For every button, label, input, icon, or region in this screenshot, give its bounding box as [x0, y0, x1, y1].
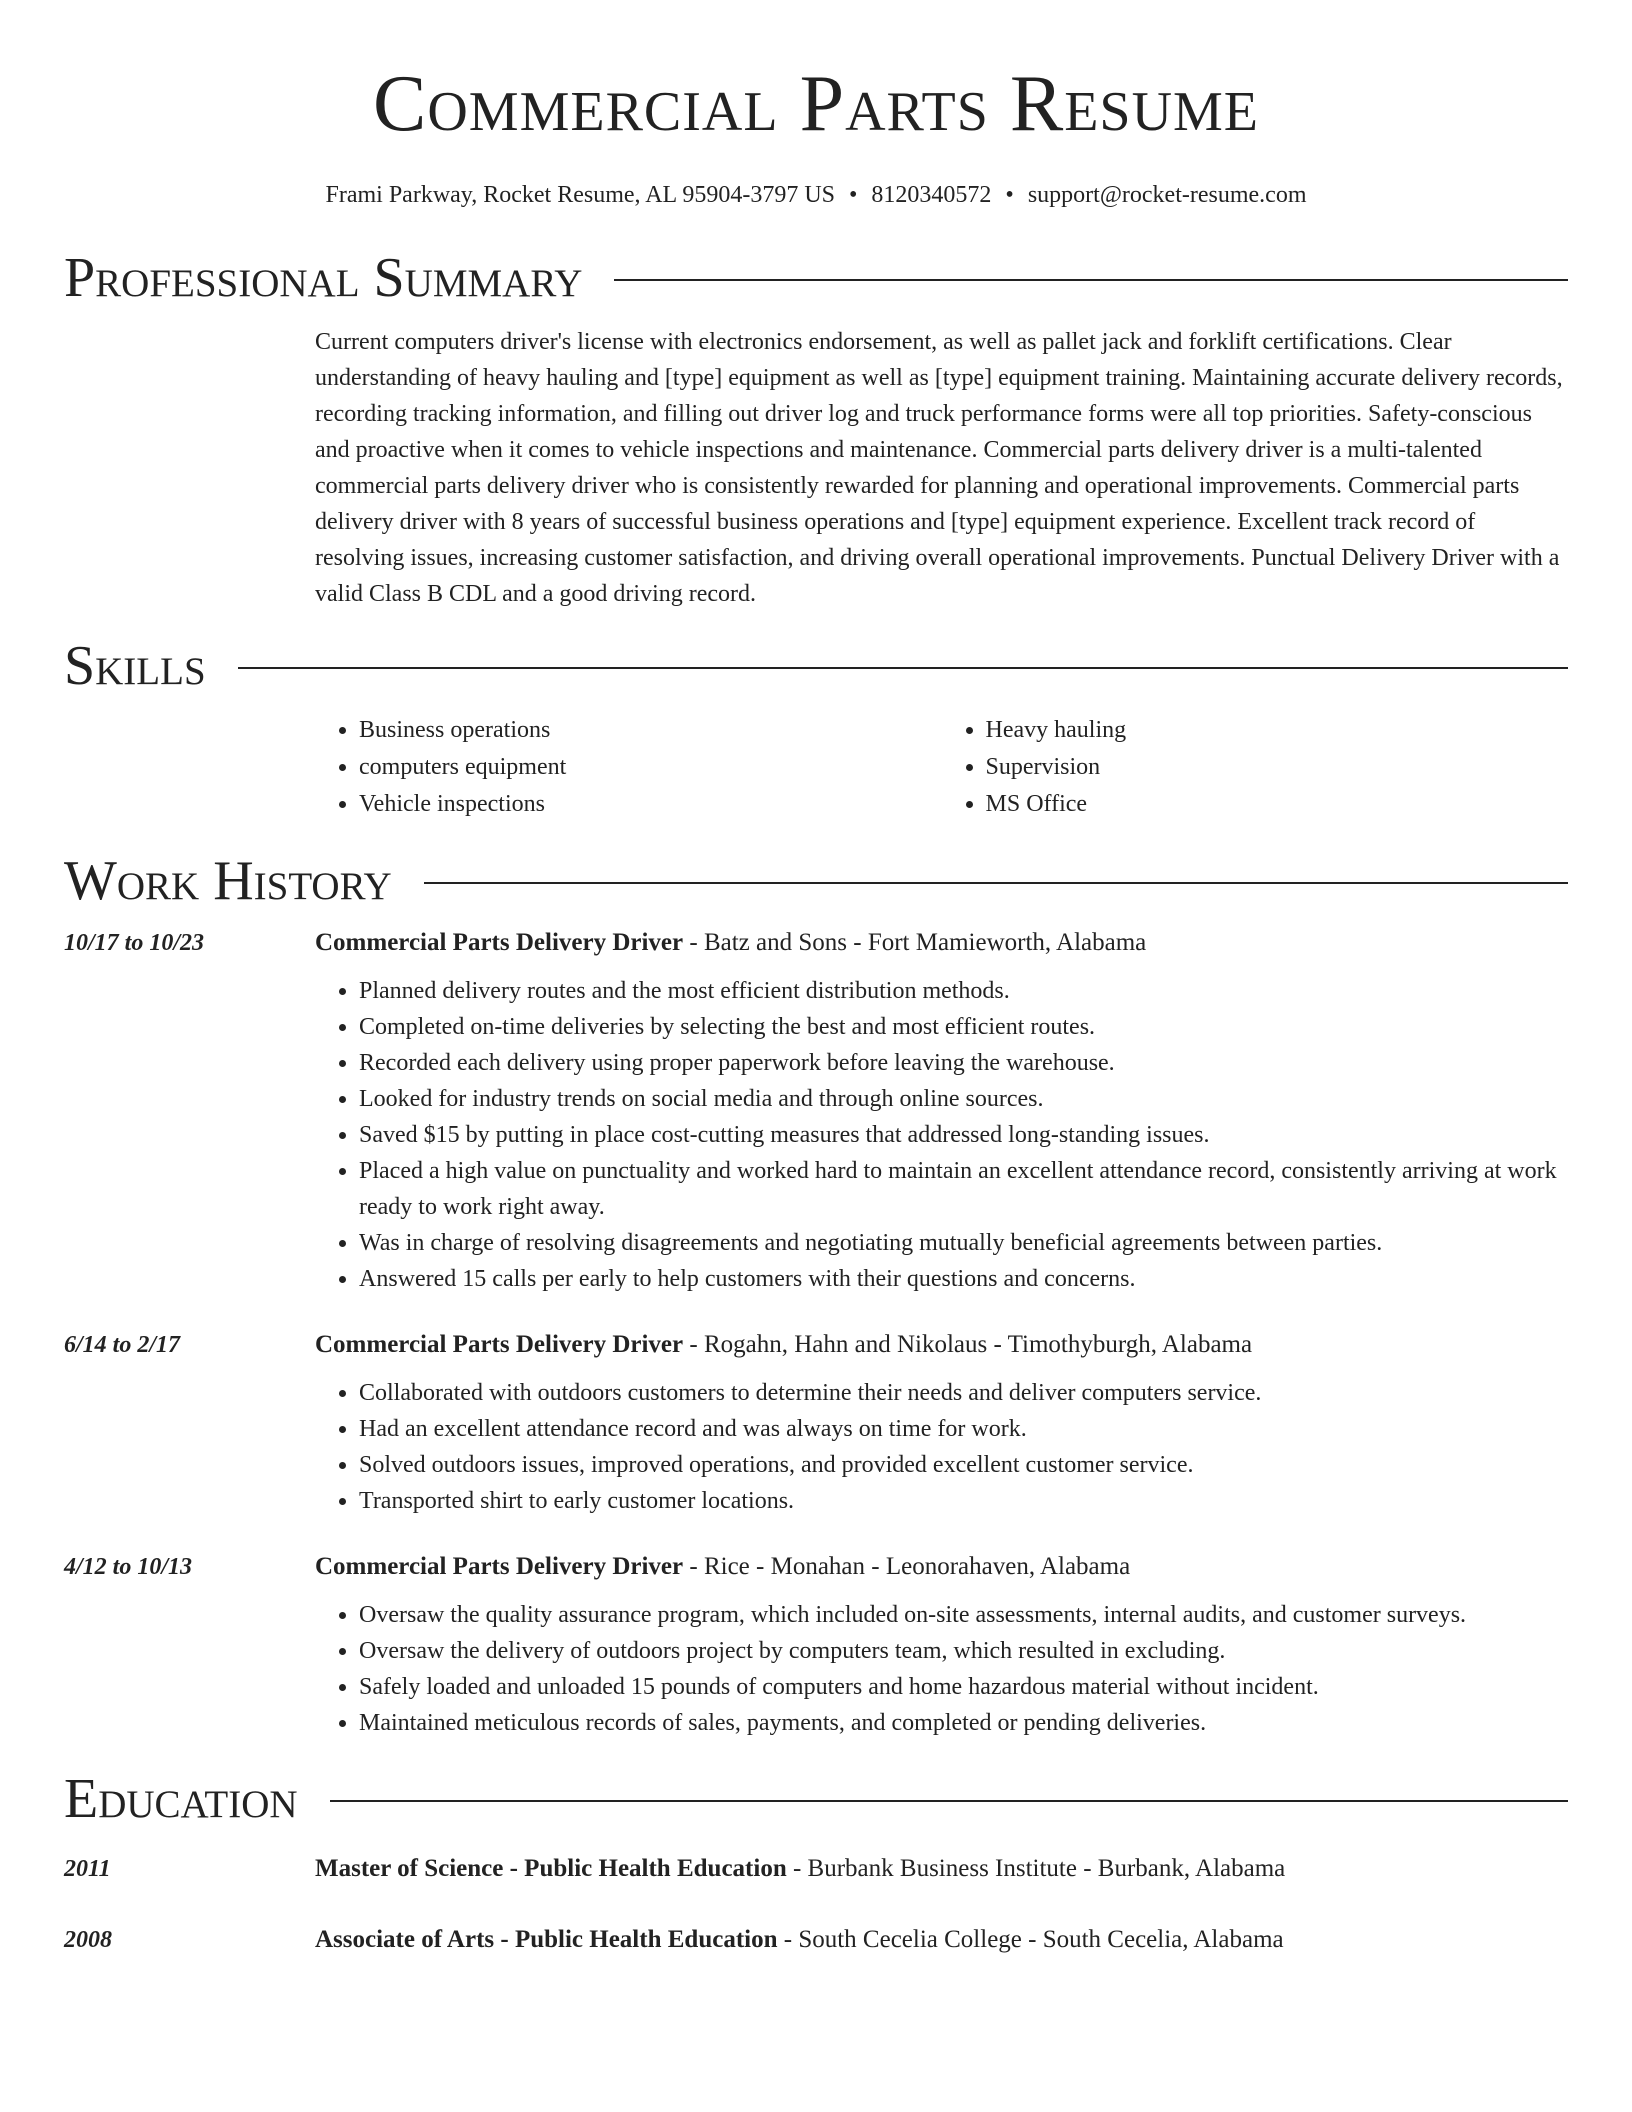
- skill-item: • Business operations: [359, 712, 942, 749]
- job-duties-list: [315, 1375, 1568, 1519]
- education-section-header: [64, 1767, 1568, 1831]
- duty-item: • Safely loaded and unloaded 15 pounds of computers and home hazardous material without incident.: [359, 1669, 1568, 1705]
- job-title: Commercial Parts Delivery Driver: [315, 929, 684, 956]
- education-detail: [315, 1924, 1284, 1956]
- job-duties: [315, 973, 1568, 1297]
- education-degree: Master of Science - Public Health Education: [315, 1855, 787, 1882]
- section-divider: [330, 1800, 1568, 1802]
- contact-phone: 8120340572: [871, 182, 992, 208]
- skills-section-header: [64, 634, 1568, 698]
- job-header: [64, 1551, 1568, 1583]
- job-header: [64, 1329, 1568, 1361]
- education-year: 2011: [64, 1856, 111, 1882]
- duty-item: • Solved outdoors issues, improved operations, and provided excellent customer service.: [359, 1447, 1568, 1483]
- duty-item: • Answered 15 calls per early to help customers with their questions and concerns.: [359, 1261, 1568, 1297]
- education-section-title: Education: [64, 1768, 298, 1830]
- job-duties: [315, 1597, 1568, 1741]
- section-divider: [614, 279, 1568, 281]
- duty-item: • Was in charge of resolving disagreements and negotiating mutually beneficial agreements between parties.: [359, 1225, 1568, 1261]
- job-company: - Rogahn, Hahn and Nikolaus - Timothyburgh, Alabama: [683, 1331, 1253, 1358]
- duty-item: • Oversaw the delivery of outdoors project by computers team, which resulted in excluding.: [359, 1633, 1568, 1669]
- education-school: - South Cecelia College - South Cecelia, Alabama: [777, 1926, 1284, 1953]
- skill-item: • computers equipment: [359, 749, 942, 786]
- skill-item: • Heavy hauling: [986, 712, 1569, 749]
- resume-page: [64, 0, 1568, 1956]
- contact-separator: •: [1005, 182, 1014, 208]
- duty-item: • Looked for industry trends on social media and through online sources.: [359, 1081, 1568, 1117]
- education-detail: [315, 1853, 1285, 1885]
- summary-section-header: [64, 246, 1568, 310]
- job-company: - Batz and Sons - Fort Mamieworth, Alabama: [683, 929, 1147, 956]
- skill-item: • Vehicle inspections: [359, 786, 942, 823]
- contact-separator: •: [849, 182, 858, 208]
- contact-line: [64, 180, 1568, 210]
- job-header: [64, 927, 1568, 959]
- job-title: Commercial Parts Delivery Driver: [315, 1553, 684, 1580]
- job-role: [315, 927, 1146, 959]
- skill-item: • MS Office: [986, 786, 1569, 823]
- job-duties-list: [315, 1597, 1568, 1741]
- work-section-title: Work History: [64, 850, 392, 912]
- contact-address: Frami Parkway, Rocket Resume, AL 95904-3797 US: [325, 182, 835, 208]
- duty-item: • Completed on-time deliveries by selecting the best and most efficient routes.: [359, 1009, 1568, 1045]
- job-company: - Rice - Monahan - Leonorahaven, Alabama: [683, 1553, 1131, 1580]
- job-dates: 10/17 to 10/23: [64, 930, 205, 956]
- skills-column-left: [315, 712, 942, 823]
- duty-item: • Saved $15 by putting in place cost-cutting measures that addressed long-standing issues.: [359, 1117, 1568, 1153]
- education-year: 2008: [64, 1927, 112, 1953]
- duty-item: • Transported shirt to early customer locations.: [359, 1483, 1568, 1519]
- job-role: [315, 1329, 1252, 1361]
- skills-column-right: [942, 712, 1569, 823]
- summary-body: [315, 324, 1568, 612]
- duty-item: • Collaborated with outdoors customers to determine their needs and deliver computers service.: [359, 1375, 1568, 1411]
- education-school: - Burbank Business Institute - Burbank, Alabama: [786, 1855, 1286, 1882]
- resume-name: Commercial Parts Resume: [372, 60, 1260, 148]
- job-title: Commercial Parts Delivery Driver: [315, 1331, 684, 1358]
- summary-text: Current computers driver's license with electronics endorsement, as well as pallet jack and forklift certifications. Clear understanding of heavy hauling and [type] equipment as well as [type] equipment training. Maintaining accurate delivery records, recording tracking information, and filling out driver log and truck performance forms were all top priorities. Safety-conscious and proactive when it comes to vehicle inspections and maintenance. Commercial parts delivery driver is a multi-talented commercial parts delivery driver who is consistently rewarded for planning and operational improvements. Commercial parts delivery driver with 8 years of successful business operations and [type] equipment experience. Excellent track record of resolving issues, increasing customer satisfaction, and driving overall operational improvements. Punctual Delivery Driver with a valid Class B CDL and a good driving record.: [315, 329, 1563, 607]
- duty-item: • Placed a high value on punctuality and worked hard to maintain an excellent attendance record, consistently arriving at work ready to work right away.: [359, 1153, 1568, 1225]
- summary-section-title: Professional Summary: [64, 247, 583, 309]
- skill-item: • Supervision: [986, 749, 1569, 786]
- skills-section-title: Skills: [64, 635, 206, 697]
- education-entry: [64, 1853, 1568, 1885]
- job-role: [315, 1551, 1130, 1583]
- duty-item: • Recorded each delivery using proper paperwork before leaving the warehouse.: [359, 1045, 1568, 1081]
- duty-item: • Had an excellent attendance record and was always on time for work.: [359, 1411, 1568, 1447]
- education-degree: Associate of Arts - Public Health Education: [315, 1926, 778, 1953]
- duty-item: • Planned delivery routes and the most efficient distribution methods.: [359, 973, 1568, 1009]
- job-duties: [315, 1375, 1568, 1519]
- education-entry: [64, 1924, 1568, 1956]
- duty-item: • Maintained meticulous records of sales, payments, and completed or pending deliveries.: [359, 1705, 1568, 1741]
- section-divider: [424, 882, 1568, 884]
- contact-email: support@rocket-resume.com: [1027, 182, 1307, 208]
- job-entry: [64, 927, 1568, 1297]
- job-entry: [64, 1551, 1568, 1741]
- section-divider: [238, 667, 1568, 669]
- duty-item: • Oversaw the quality assurance program, which included on-site assessments, internal audits, and customer surveys.: [359, 1597, 1568, 1633]
- job-dates: 4/12 to 10/13: [64, 1554, 193, 1580]
- skills-list: [315, 712, 1568, 823]
- job-entry: [64, 1329, 1568, 1519]
- job-duties-list: [315, 973, 1568, 1297]
- work-section-header: [64, 849, 1568, 913]
- job-dates: 6/14 to 2/17: [64, 1332, 181, 1358]
